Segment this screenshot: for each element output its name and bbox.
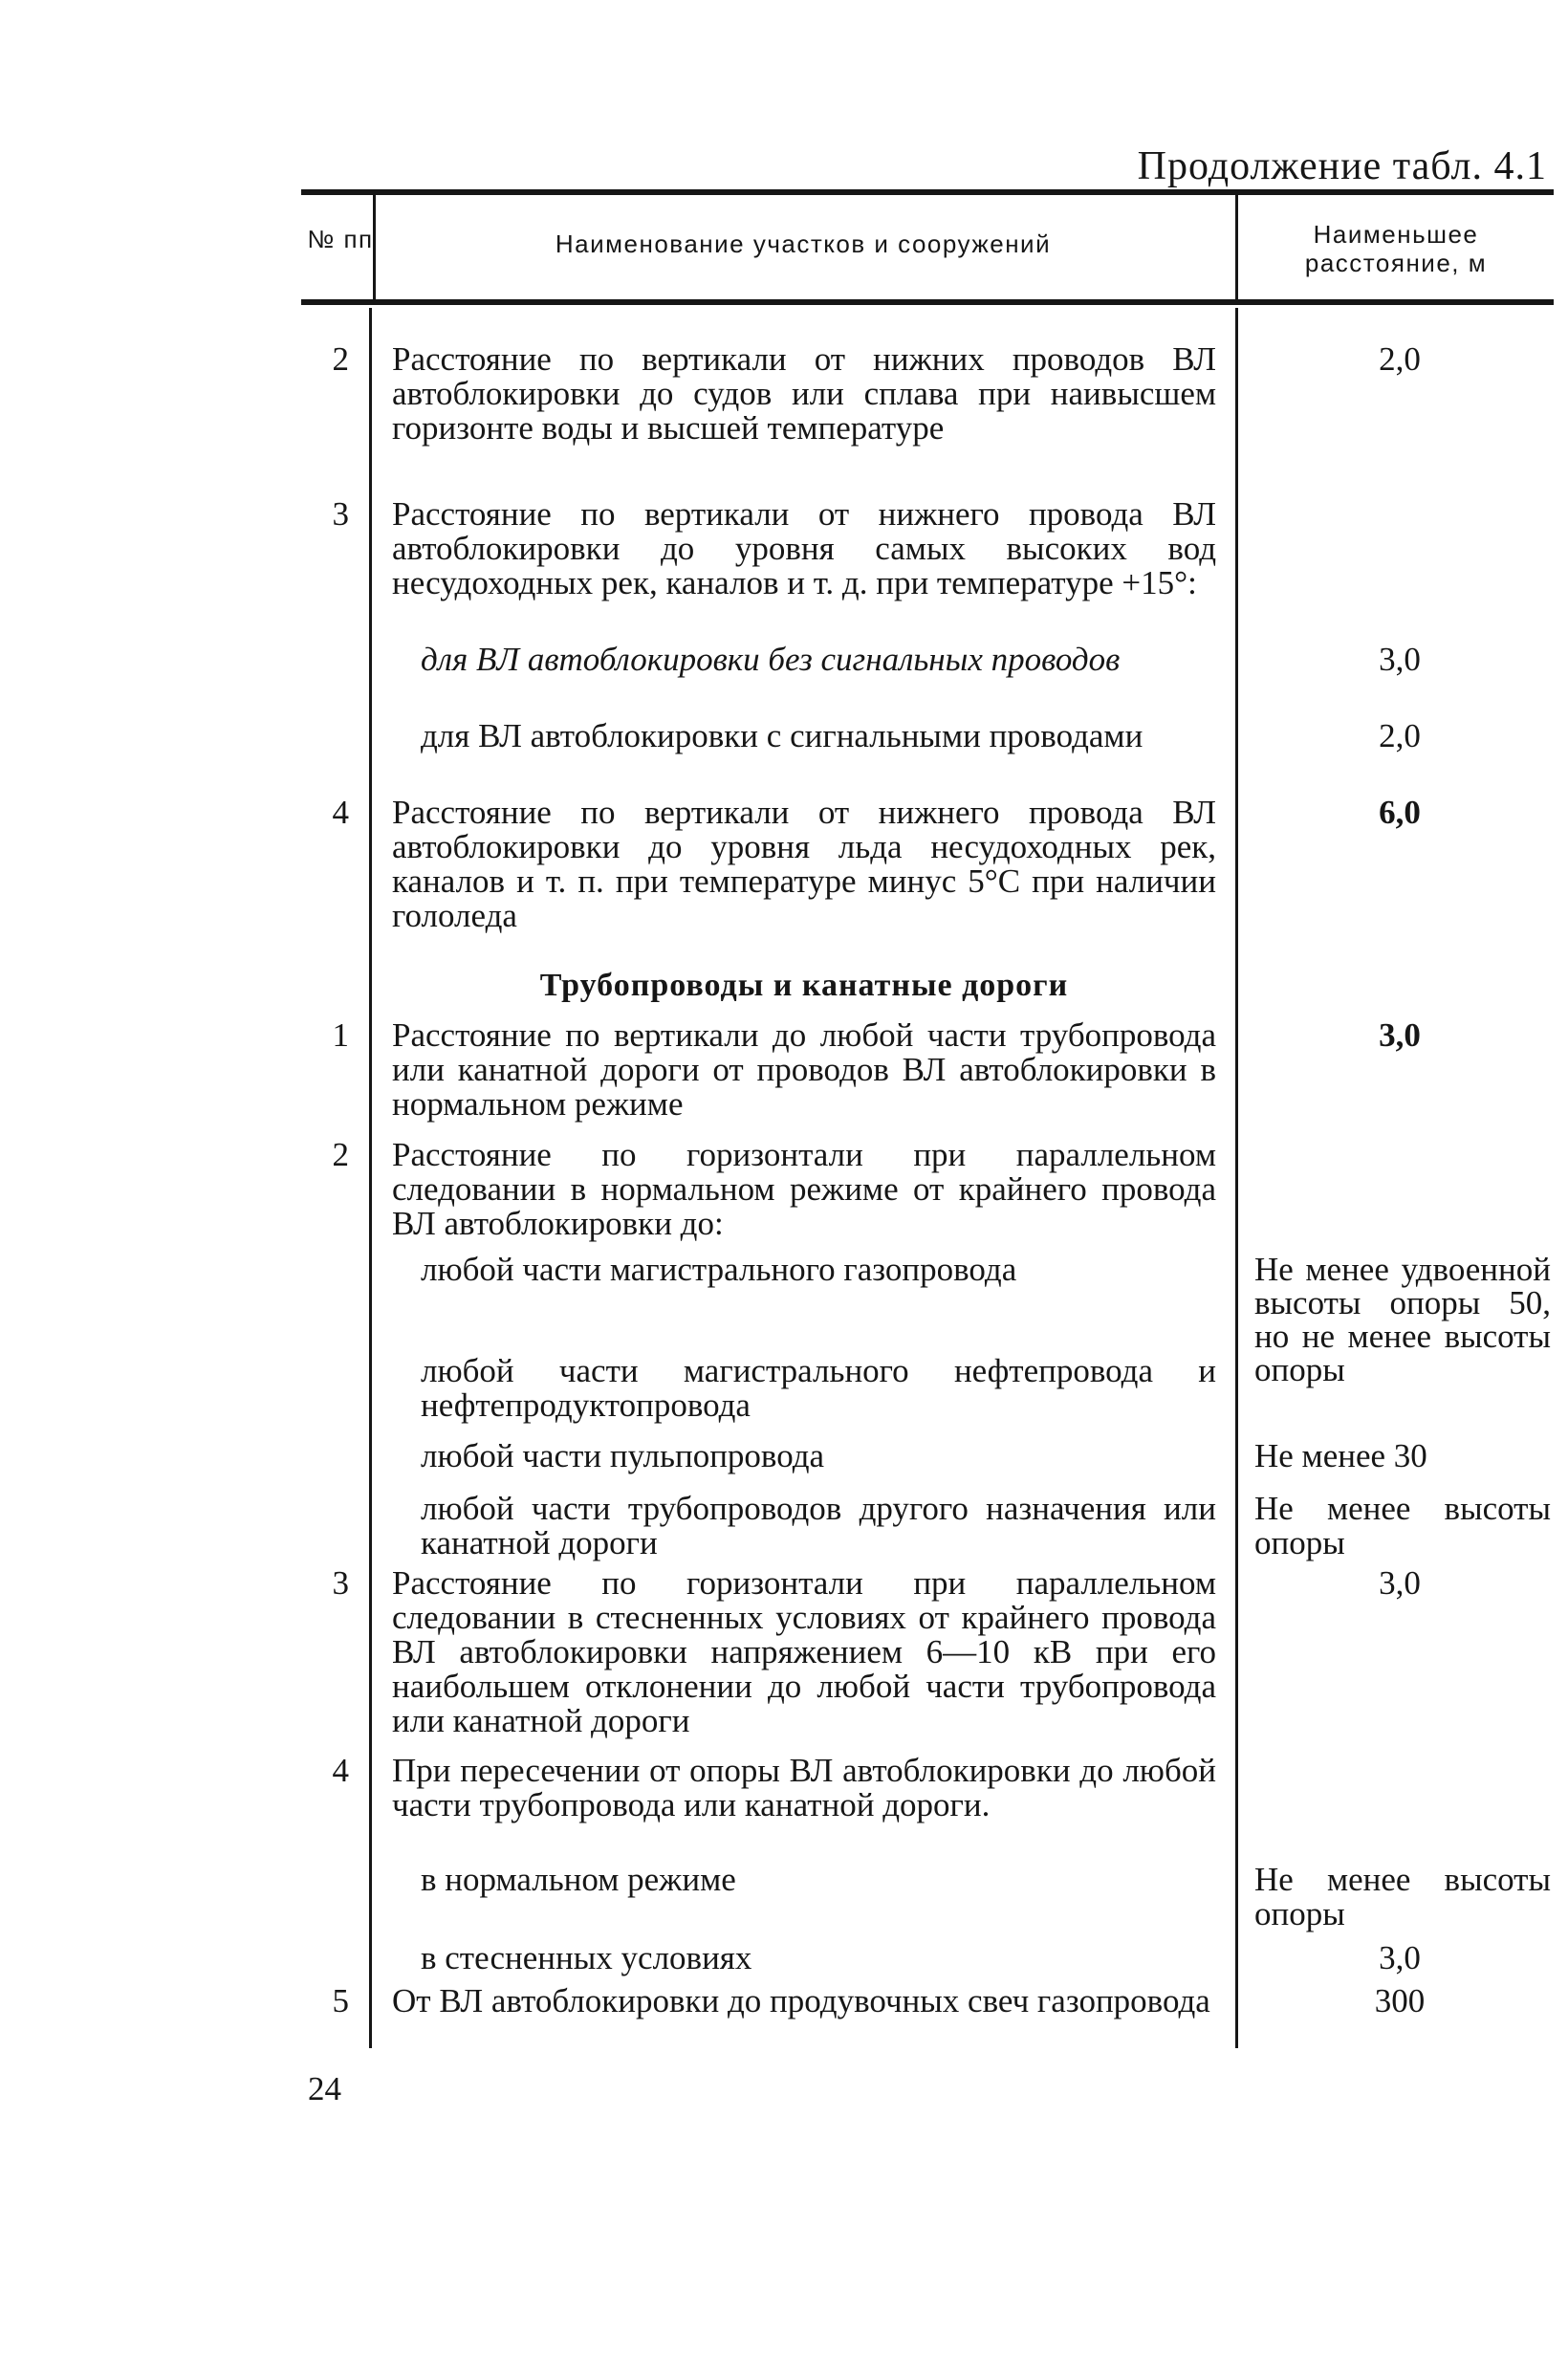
row-number: 1 <box>332 1016 349 1054</box>
row-value: Не менее высоты опоры <box>1254 1490 1551 1561</box>
row-value: 3,0 <box>1379 1016 1421 1054</box>
header-number: № пп <box>307 225 374 253</box>
row-text: любой части магистрального нефтепровода и нефтепродуктопровода <box>421 1352 1216 1424</box>
row-number: 3 <box>332 495 349 533</box>
row-value: Не менее 30 <box>1254 1437 1427 1474</box>
row-value: Не менее удвоенной высоты опоры 50, но не менее высоты опоры <box>1254 1251 1551 1388</box>
row-number: 4 <box>332 1752 349 1789</box>
row-text: в стесненных условиях <box>421 1939 752 1976</box>
header-bottom-rule <box>301 299 1554 305</box>
row-number: 5 <box>332 1982 349 2019</box>
row-number: 2 <box>332 1136 349 1173</box>
row-value: 6,0 <box>1379 794 1421 831</box>
row-number: 2 <box>332 340 349 378</box>
row-text: любой части пульпопровода <box>421 1437 825 1474</box>
header-col-divider-2 <box>1235 195 1238 300</box>
row-text: для ВЛ автоблокировки без сигнальных проводов <box>421 641 1121 678</box>
page-number: 24 <box>308 2070 341 2107</box>
row-text: Расстояние по вертикали до любой части трубопровода или канатной дороги от проводов ВЛ автоблокировки в нормальном режиме <box>392 1016 1216 1123</box>
row-text: Расстояние по вертикали от нижнего провода ВЛ автоблокировки до уровня самых высоких вод несудоходных рек, каналов и т. д. при температуре +15°: <box>392 495 1216 601</box>
body-col-divider-1 <box>369 308 372 2048</box>
row-text: в нормальном режиме <box>421 1861 736 1898</box>
table-top-rule <box>301 189 1554 195</box>
table-caption: Продолжение табл. 4.1 <box>1137 144 1547 188</box>
header-distance: Наименьшее расстояние, м <box>1304 220 1488 277</box>
section-title: Трубопроводы и канатные дороги <box>539 968 1069 1003</box>
row-value: 2,0 <box>1379 340 1421 378</box>
row-text: любой части магистрального газопровода <box>421 1251 1017 1288</box>
row-text: любой части трубопроводов другого назначения или канатной дороги <box>421 1490 1216 1561</box>
row-text: Расстояние по горизонтали при параллельном следовании в стесненных условиях от крайнего провода ВЛ автоблокировки напряжением 6—10 кВ при его наибольшем отклонении до любой части трубопровода или канатной дороги <box>392 1564 1216 1739</box>
header-name: Наименование участков и сооружений <box>555 229 1052 258</box>
row-value: 300 <box>1374 1982 1426 2019</box>
row-text: Расстояние по вертикали от нижнего провода ВЛ автоблокировки до уровня льда несудоходных рек, каналов и т. п. при температуре минус 5°С при наличии гололеда <box>392 794 1216 934</box>
row-value: 3,0 <box>1379 1564 1421 1602</box>
row-number: 4 <box>332 794 349 831</box>
row-text: для ВЛ автоблокировки с сигнальными проводами <box>421 717 1143 754</box>
row-number: 3 <box>332 1564 349 1602</box>
row-text: От ВЛ автоблокировки до продувочных свеч газопровода <box>392 1982 1210 2019</box>
row-value: Не менее высоты опоры <box>1254 1861 1551 1932</box>
row-text: Расстояние по горизонтали при параллельном следовании в нормальном режиме от крайнего провода ВЛ автоблокировки до: <box>392 1136 1216 1242</box>
row-text: При пересечении от опоры ВЛ автоблокировки до любой части трубопровода или канатной дороги. <box>392 1752 1216 1823</box>
body-col-divider-2 <box>1235 308 1238 2048</box>
row-value: 3,0 <box>1379 1939 1421 1976</box>
row-text: Расстояние по вертикали от нижних проводов ВЛ автоблокировки до судов или сплава при наивысшем горизонте воды и высшей температуре <box>392 340 1216 447</box>
row-value: 3,0 <box>1379 641 1421 678</box>
row-value: 2,0 <box>1379 717 1421 754</box>
